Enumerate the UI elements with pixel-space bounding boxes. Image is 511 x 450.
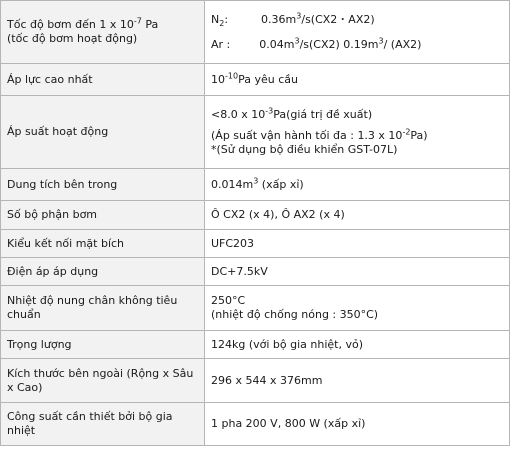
n2-gas-name: N [211, 12, 220, 26]
operating-pressure-line-2 [211, 126, 503, 143]
table-row-operating-pressure [1, 96, 510, 169]
max-operating-pressure-base: (Áp suất vận hành tối đa : 1.3 x 10 [211, 128, 403, 142]
operating-pressure-footnote: *(Sử dụng bộ điều khiển GST-07L) [211, 142, 398, 156]
ar-value-cx2: 0.04m [259, 37, 295, 51]
dimensions-value: 296 x 544 x 376mm [205, 359, 510, 403]
table-row-flange-type [1, 230, 510, 258]
max-operating-pressure-exponent: -2 [402, 126, 411, 136]
ar-gas-name: Ar : [211, 37, 231, 51]
pump-elements-label: Số bộ phận bơm [1, 201, 205, 230]
operating-pressure-note: Pa(giá trị đề xuất) [273, 107, 373, 121]
ultimate-pressure-unit: Pa yêu cầu [238, 72, 298, 86]
n2-superscript: 3 [296, 10, 302, 20]
pump-elements-value: Ô CX2 (x 4), Ô AX2 (x 4) [205, 201, 510, 230]
operating-pressure-line-1 [211, 105, 503, 122]
baking-temperature-label: Nhiệt độ nung chân không tiêu chuẩn [1, 286, 205, 331]
pumping-speed-unit: Pa [141, 18, 159, 31]
pumping-speed-value [205, 1, 510, 64]
table-row-weight [1, 331, 510, 359]
internal-volume-value [205, 169, 510, 201]
ar-superscript-2: 3 [378, 35, 384, 45]
weight-value: 124kg (với bộ gia nhiệt, vỏ) [205, 331, 510, 359]
pumping-speed-sublabel: (tốc độ bơm hoạt động) [7, 32, 138, 45]
operating-pressure-base: <8.0 x 10 [211, 107, 266, 121]
heater-power-label: Công suất cần thiết bởi bộ gia nhiệt [1, 403, 205, 446]
pumping-speed-exponent: -7 [133, 16, 142, 26]
pumping-speed-n2-line [211, 10, 503, 28]
ar-unit: / (AX2) [383, 37, 422, 51]
pumping-speed-ar-line [211, 35, 503, 52]
table-row-dimensions [1, 359, 510, 403]
weight-label: Trọng lượng [1, 331, 205, 359]
baking-temperature-heat-resistant: (nhiệt độ chống nóng : 350°C) [211, 308, 379, 321]
internal-volume-approx: (xấp xỉ) [258, 177, 304, 191]
operating-pressure-label: Áp suất hoạt động [1, 96, 205, 169]
voltage-label: Điện áp áp dụng [1, 258, 205, 286]
flange-type-label: Kiểu kết nối mặt bích [1, 230, 205, 258]
voltage-value: DC+7.5kV [205, 258, 510, 286]
ultimate-pressure-label: Áp lực cao nhất [1, 64, 205, 96]
baking-temperature-standard: 250°C [211, 294, 246, 307]
table-row-voltage [1, 258, 510, 286]
internal-volume-number: 0.014m [211, 177, 254, 191]
internal-volume-label: Dung tích bên trong [1, 169, 205, 201]
operating-pressure-exponent: -3 [265, 105, 274, 115]
table-row-baking-temperature [1, 286, 510, 331]
n2-colon: : [224, 12, 229, 26]
table-row-pumping-speed [1, 1, 510, 64]
heater-power-value: 1 pha 200 V, 800 W (xấp xỉ) [205, 403, 510, 446]
ultimate-pressure-exponent: -10 [225, 70, 239, 80]
table-row-internal-volume [1, 169, 510, 201]
n2-unit: /s(CX2・AX2) [301, 12, 375, 26]
flange-type-value: UFC203 [205, 230, 510, 258]
pumping-speed-label-text: Tốc độ bơm đến 1 x 10 [7, 18, 134, 31]
n2-value: 0.36m [261, 12, 297, 26]
ultimate-pressure-value [205, 64, 510, 96]
n2-subscript: 2 [219, 18, 225, 28]
table-row-pump-elements [1, 201, 510, 230]
max-operating-pressure-unit: Pa) [410, 128, 428, 142]
table-row-ultimate-pressure [1, 64, 510, 96]
ar-value-ax2: /s(CX2) 0.19m [299, 37, 379, 51]
baking-temperature-value [205, 286, 510, 331]
internal-volume-superscript: 3 [253, 175, 259, 185]
ultimate-pressure-base: 10 [211, 72, 225, 86]
dimensions-label: Kích thước bên ngoài (Rộng x Sâu x Cao) [1, 359, 205, 403]
ar-superscript-1: 3 [294, 35, 300, 45]
pumping-speed-label [1, 1, 205, 64]
table-row-heater-power [1, 403, 510, 446]
operating-pressure-value [205, 96, 510, 169]
